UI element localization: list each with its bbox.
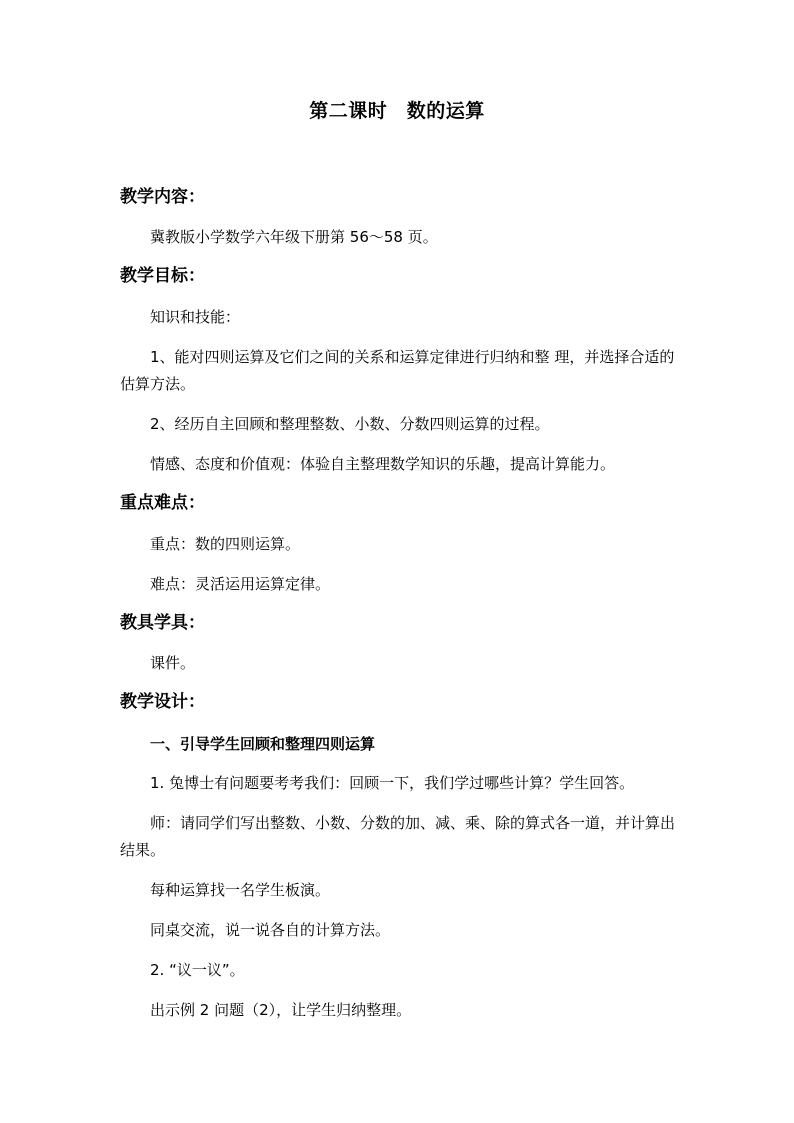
document-title: 第二课时 数的运算: [309, 100, 485, 122]
section-heading-content: 教学内容：: [120, 187, 205, 207]
design-subheading: 一、引导学生回顾和整理四则运算: [150, 735, 376, 753]
section-heading-key-points: 重点难点：: [120, 493, 205, 513]
materials-text: 课件。: [150, 654, 196, 672]
goal-item: 情感、态度和价值观：体验自主整理数学知识的乐趣，提高计算能力。: [150, 455, 616, 473]
design-item: 出示例 2 问题（2），让学生归纳整理。: [150, 1001, 412, 1019]
design-item: 同桌交流，说一说各自的计算方法。: [150, 921, 391, 939]
section-heading-design: 教学设计：: [120, 692, 205, 712]
design-item: 师：请同学们写出整数、小数、分数的加、减、乘、除的算式各一道，并计算出结果。: [120, 814, 676, 859]
section-heading-goals: 教学目标：: [120, 266, 205, 286]
section-heading-materials: 教具学具：: [120, 613, 205, 633]
design-item: 2. “议一议”。: [150, 961, 245, 979]
goal-item: 知识和技能：: [150, 308, 241, 326]
content-text: 冀教版小学数学六年级下册第 56～58 页。: [150, 228, 438, 246]
goal-item: 2、经历自主回顾和整理整数、小数、分数四则运算的过程。: [150, 415, 550, 433]
design-item: 每种运算找一名学生板演。: [150, 881, 331, 899]
goal-item: 1、能对四则运算及它们之间的关系和运算定律进行归纳和整 理，并选择合适的估算方法。: [120, 348, 675, 393]
key-point-item: 难点：灵活运用运算定律。: [150, 575, 331, 593]
key-point-item: 重点：数的四则运算。: [150, 535, 301, 553]
design-item: 1. 兔博士有问题要考考我们：回顾一下，我们学过哪些计算？学生回答。: [150, 774, 635, 792]
